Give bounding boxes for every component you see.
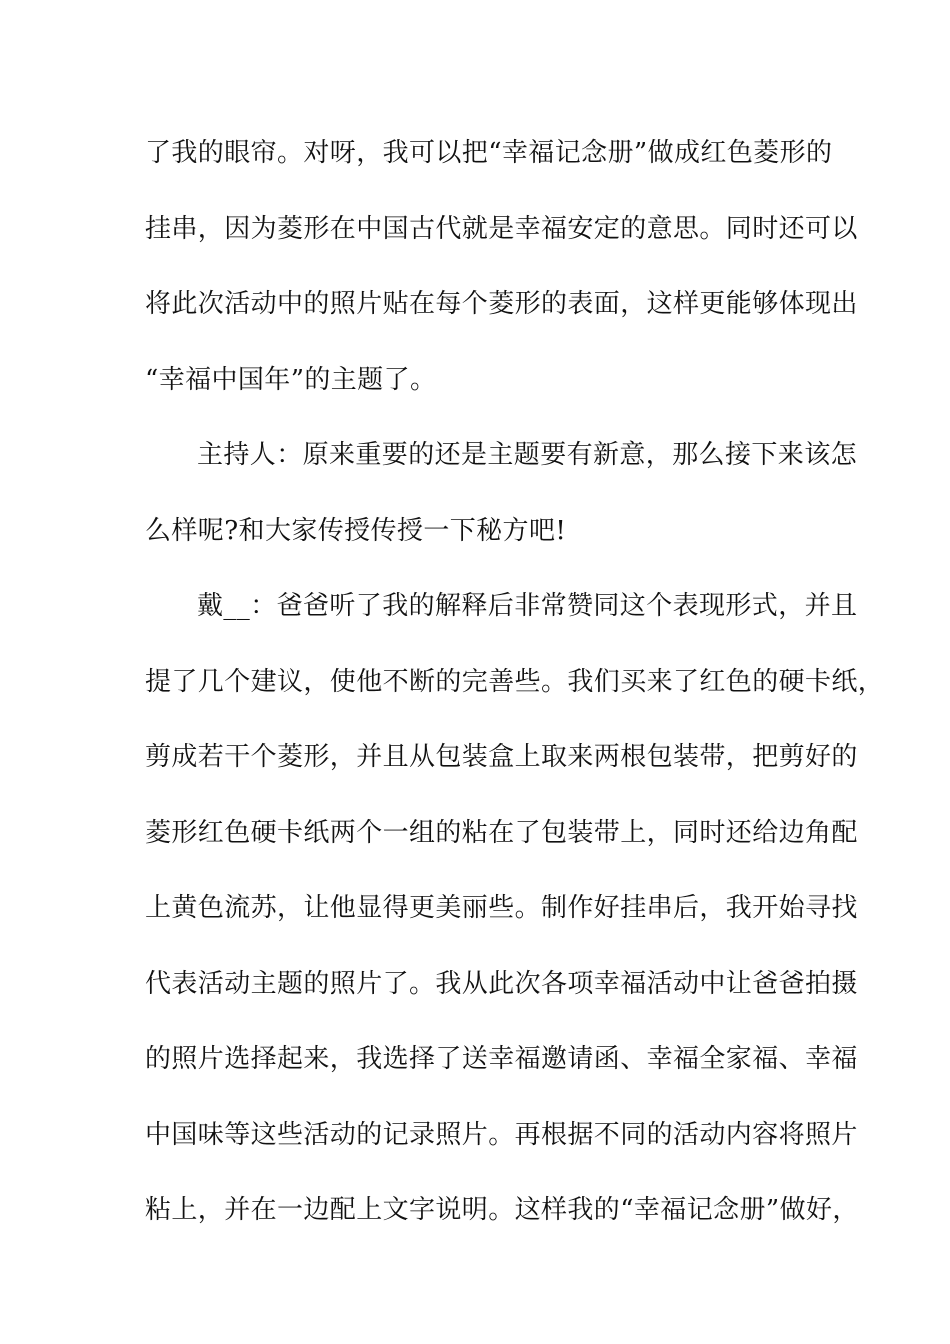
paragraph-start-line: 主持人：原来重要的还是主题要有新意，那么接下来该怎 <box>197 440 858 470</box>
text-line: 粘上，并在一边配上文字说明。这样我的“幸福记念册”做好， <box>145 1195 859 1225</box>
text-line: 么样呢?和大家传授传授一下秘方吧! <box>145 515 567 546</box>
text-line: 上黄色流苏，让他显得更美丽些。制作好挂串后，我开始寻找 <box>145 893 858 923</box>
text-line: “幸福中国年”的主题了。 <box>145 364 437 395</box>
paragraph-start-line: 戴__：爸爸听了我的解释后非常赞同这个表现形式，并且 <box>197 591 858 621</box>
text-line: 了我的眼帘。对呀，我可以把“幸福记念册”做成红色菱形的 <box>145 138 833 168</box>
text-line: 的照片选择起来，我选择了送幸福邀请函、幸福全家福、幸福 <box>145 1044 858 1074</box>
text-line: 提了几个建议，使他不断的完善些。我们买来了红色的硬卡纸， <box>145 666 885 697</box>
text-line: 挂串，因为菱形在中国古代就是幸福安定的意思。同时还可以 <box>145 213 858 244</box>
text-line: 代表活动主题的照片了。我从此次各项幸福活动中让爸爸拍摄 <box>145 968 858 999</box>
text-line: 菱形红色硬卡纸两个一组的粘在了包装带上，同时还给边角配 <box>145 817 858 848</box>
text-line: 剪成若干个菱形，并且从包装盒上取来两根包装带，把剪好的 <box>145 742 858 772</box>
text-line: 中国味等这些活动的记录照片。再根据不同的活动内容将照片 <box>145 1119 858 1150</box>
document-body <box>145 123 885 1256</box>
text-line: 将此次活动中的照片贴在每个菱形的表面，这样更能够体现出 <box>145 289 858 319</box>
